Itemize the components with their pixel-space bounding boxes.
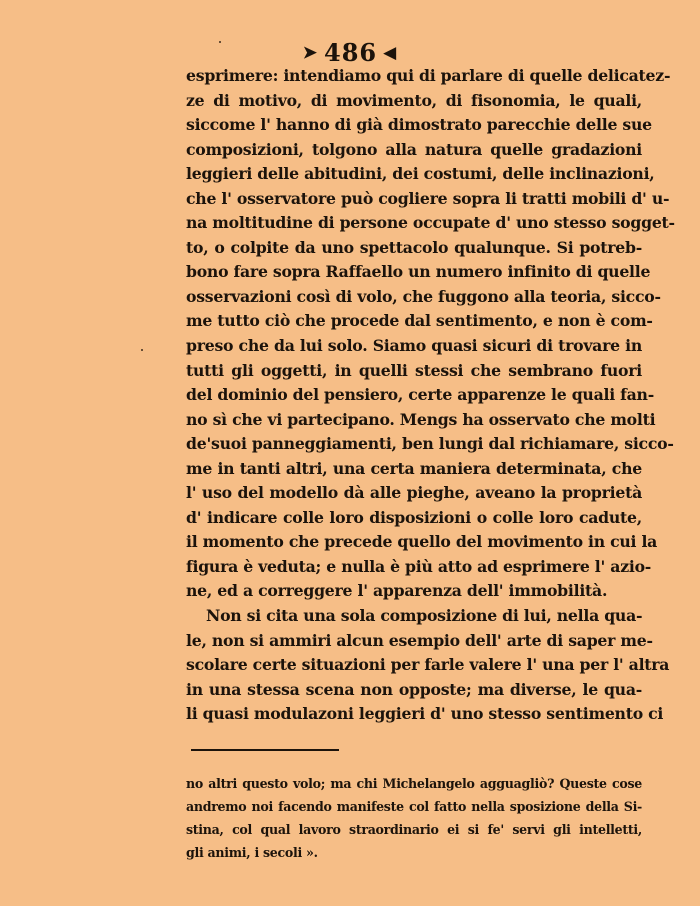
body-line: tutti gli oggetti, in quelli stessi che sembrano fuori: [186, 360, 642, 380]
footnote-divider: [191, 749, 339, 751]
body-line: me in tanti altri, una certa maniera determinata, che: [186, 458, 642, 478]
body-line: in una stessa scena non opposte; ma diverse, le qua-: [186, 679, 642, 699]
body-text: [186, 64, 675, 727]
body-line: osservazioni così di volo, che fuggono alla teoria, sicco-: [186, 286, 661, 306]
body-line: figura è veduta; e nulla è più atto ad esprimere l' azio-: [186, 556, 652, 576]
left-ornament-icon: ➤: [302, 42, 319, 63]
body-line: siccome l' hanno di già dimostrato parecchie delle sue: [186, 115, 652, 135]
body-line: to, o colpite da uno spettacolo qualunque. Si potreb-: [186, 237, 642, 257]
footnote-line: gli animi, i secoli ».: [186, 845, 318, 860]
body-line: l' uso del modello dà alle pieghe, aveano la proprietà: [186, 483, 642, 503]
footnote-line: no altri questo volo; ma chi Michelangelo agguagliò? Queste cose: [186, 776, 642, 791]
body-line: no sì che vi partecipano. Mengs ha osservato che molti: [186, 409, 656, 429]
body-line: che l' osservatore può cogliere sopra li tratti mobili d' u-: [186, 188, 670, 208]
body-line: ze di motivo, di movimento, di fisonomia, le quali,: [186, 90, 642, 110]
body-line: preso che da lui solo. Siamo quasi sicuri di trovare in: [186, 336, 642, 356]
page-number: 486: [324, 38, 378, 67]
footnote-line: stina, col qual lavoro straordinario ei si fe' servi gli intelletti,: [186, 822, 642, 837]
body-line: Non si cita una sola composizione di lui, nella qua-: [206, 606, 643, 626]
body-line: de'suoi panneggiamenti, ben lungi dal richiamare, sicco-: [186, 434, 674, 454]
body-line: bono fare sopra Raffaello un numero infinito di quelle: [186, 262, 651, 282]
right-ornament-icon: ◀: [383, 42, 398, 63]
body-line: il momento che precede quello del movimento in cui la: [186, 532, 658, 552]
body-line: leggieri delle abitudini, dei costumi, delle inclinazioni,: [186, 164, 655, 184]
page-header: [0, 36, 700, 67]
body-line: scolare certe situazioni per farle valere l' una per l' altra: [186, 655, 670, 675]
body-line: esprimere: intendiamo qui di parlare di quelle delicatez-: [186, 66, 671, 85]
body-line: na moltitudine di persone occupate d' uno stesso sogget-: [186, 213, 675, 233]
footnote-line: andremo noi facendo manifeste col fatto nella sposizione della Si-: [186, 799, 642, 814]
footnote: [186, 772, 642, 864]
body-line: composizioni, tolgono alla natura quelle gradazioni: [186, 139, 642, 159]
body-line: le, non si ammiri alcun esempio dell' arte di saper me-: [186, 630, 653, 650]
body-line: li quasi modulazoni leggieri d' uno stesso sentimento ci: [186, 704, 664, 724]
body-line: d' indicare colle loro disposizioni o colle loro cadute,: [186, 507, 642, 527]
ink-speck: [219, 41, 221, 43]
body-line: ne, ed a correggere l' apparenza dell' immobilità.: [186, 581, 608, 601]
body-line: me tutto ciò che procede dal sentimento, e non è com-: [186, 311, 653, 331]
body-line: del dominio del pensiero, certe apparenze le quali fan-: [186, 385, 654, 405]
ink-speck: [141, 349, 143, 351]
